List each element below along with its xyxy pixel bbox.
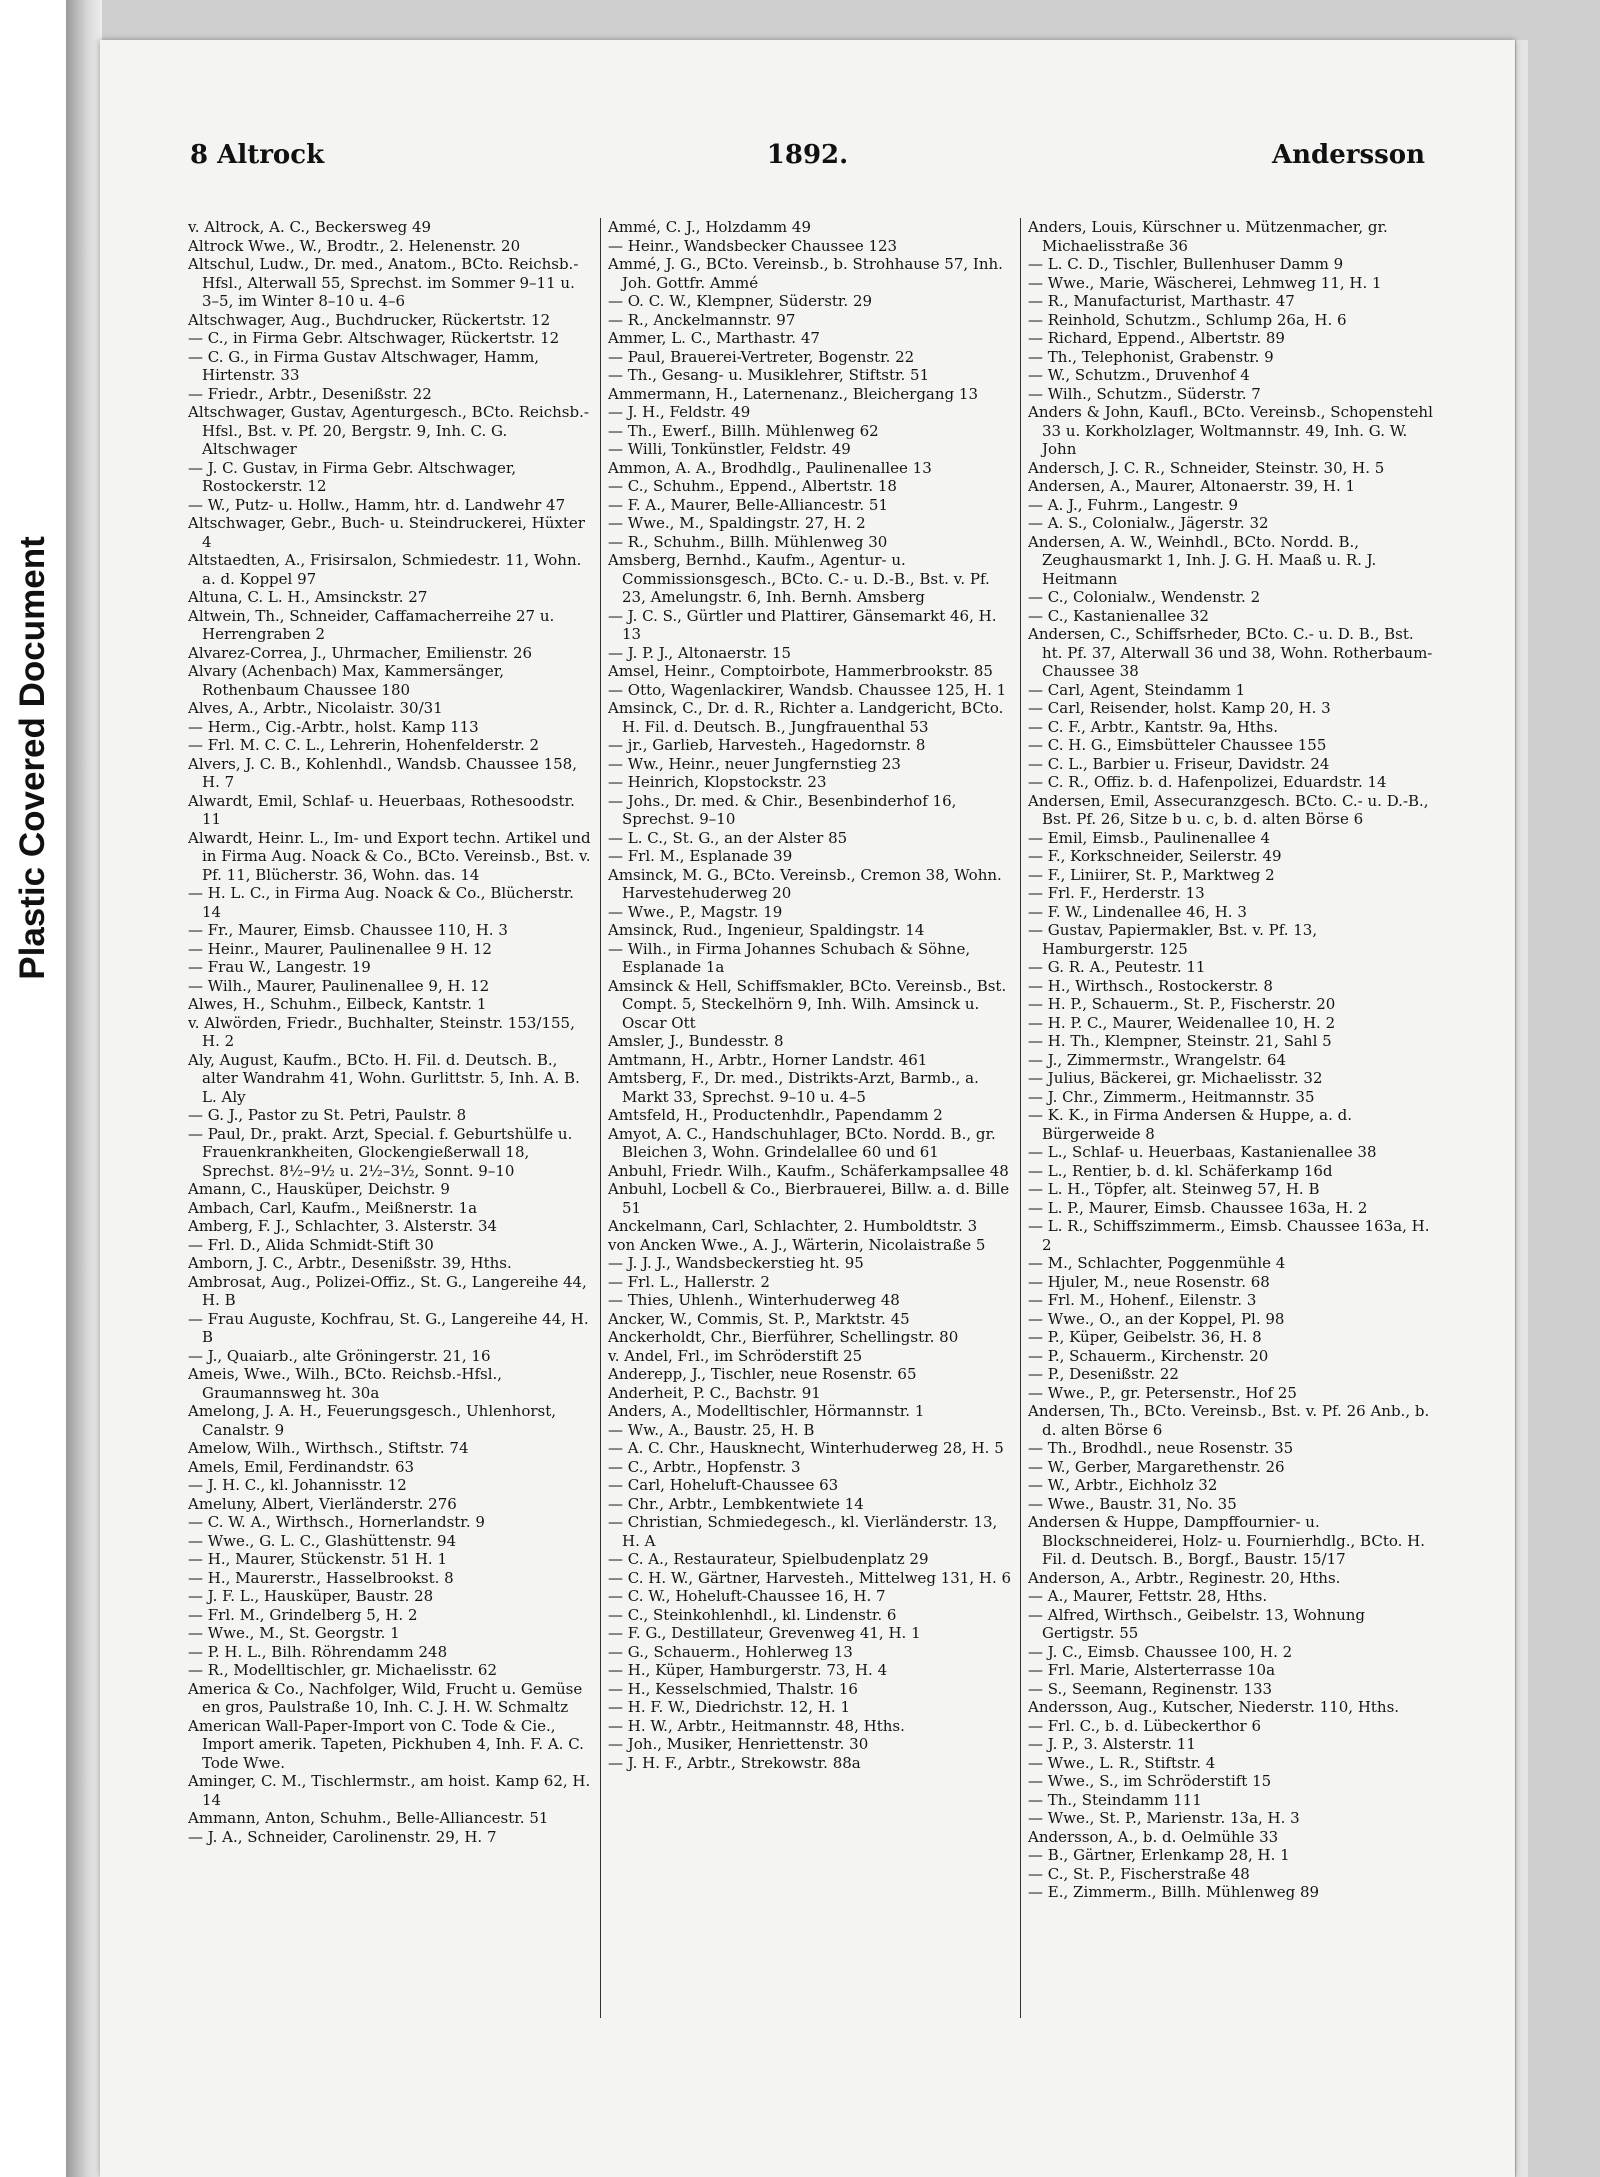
directory-entry: Andersen, C., Schiffsrheder, BCto. C.- u. D. B., Bst. ht. Pf. 37, Alterwall 36 und 38, Wohn. Rotherbaum-Chaussee 38: [1028, 625, 1433, 680]
directory-entry: Anderheit, P. C., Bachstr. 91: [608, 1383, 821, 1402]
directory-entry: — S., Seemann, Reginenstr. 133: [1028, 1679, 1273, 1698]
directory-entry: — Frl. M. C. C. L., Lehrerin, Hohenfelderstr. 2: [188, 736, 540, 754]
directory-entry: Amsel, Heinr., Comptoirbote, Hammerbrookstr. 85: [608, 662, 993, 680]
directory-entry: — J., Quaiarb., alte Gröningerstr. 21, 16: [188, 1346, 491, 1365]
directory-entry: — Thies, Uhlenh., Winterhuderweg 48: [608, 1291, 900, 1309]
directory-entry: Alwardt, Emil, Schlaf- u. Heuerbaas, Rothesoodstr. 11: [188, 791, 575, 828]
directory-entry: von Ancken Wwe., A. J., Wärterin, Nicolaistraße 5: [608, 1235, 986, 1254]
directory-entry: — Richard, Eppend., Albertstr. 89: [1028, 329, 1285, 347]
directory-entry: America & Co., Nachfolger, Wild, Frucht u. Gemüse en gros, Paulstraße 10, Inh. C. J. H. W. Schmaltz: [188, 1679, 583, 1716]
directory-entry: — Wwe., L. R., Stiftstr. 4: [1028, 1753, 1216, 1772]
directory-entry: — C. A., Restaurateur, Spielbudenplatz 29: [608, 1550, 929, 1568]
directory-entry: — J. C., Eimsb. Chaussee 100, H. 2: [1028, 1642, 1293, 1661]
directory-entry: — Th., Ewerf., Billh. Mühlenweg 62: [608, 421, 879, 440]
directory-entry: Amann, C., Hausküper, Deichstr. 9: [188, 1180, 450, 1198]
directory-entry: Ammann, Anton, Schuhm., Belle-Alliancestr. 51: [188, 1809, 549, 1827]
directory-entry: Anckelmann, Carl, Schlachter, 2. Humboldtstr. 3: [608, 1217, 978, 1235]
directory-entry: — Ww., A., Baustr. 25, H. B: [608, 1420, 815, 1439]
directory-entry: — Heinrich, Klopstockstr. 23: [608, 773, 827, 791]
directory-entry: — L. C. D., Tischler, Bullenhuser Damm 9: [1028, 255, 1344, 273]
directory-entry: — C., St. P., Fischerstraße 48: [1028, 1864, 1250, 1883]
directory-entry: Amelong, J. A. H., Feuerungsgesch., Uhlenhorst, Canalstr. 9: [188, 1402, 557, 1439]
directory-entry: — C. W. A., Wirthsch., Hornerlandstr. 9: [188, 1513, 485, 1531]
directory-entry: — W., Gerber, Margarethenstr. 26: [1028, 1457, 1285, 1476]
page-header: [190, 140, 1425, 180]
directory-entry: Altstaedten, A., Frisirsalon, Schmiedestr. 11, Wohn. a. d. Koppel 97: [188, 551, 582, 588]
directory-entry: Anderson, A., Arbtr., Reginestr. 20, Hths.: [1028, 1568, 1341, 1587]
directory-entry: — Johs., Dr. med. & Chir., Besenbinderhof 16, Sprechst. 9–10: [608, 791, 957, 828]
directory-entry: — Wwe., Marie, Wäscherei, Lehmweg 11, H. 1: [1028, 273, 1382, 292]
directory-entry: — C. L., Barbier u. Friseur, Davidstr. 24: [1028, 754, 1330, 773]
page-edge: [1515, 40, 1528, 2177]
directory-entry: — C. H. W., Gärtner, Harvesteh., Mittelweg 131, H. 6: [608, 1568, 1012, 1587]
directory-entry: — O. C. W., Klempner, Süderstr. 29: [608, 292, 873, 310]
directory-entry: Andersson, Aug., Kutscher, Niederstr. 110, Hths.: [1028, 1698, 1400, 1716]
directory-entry: — Frl. M., Grindelberg 5, H. 2: [188, 1605, 418, 1624]
directory-entry: — Ww., Heinr., neuer Jungfernstieg 23: [608, 754, 901, 773]
directory-entry: — Joh., Musiker, Henriettenstr. 30: [608, 1735, 869, 1753]
header-year: 1892.: [766, 140, 849, 170]
header-left: 8 Altrock: [190, 140, 325, 170]
directory-entry: Anders & John, Kaufl., BCto. Vereinsb., Schopenstehl 33 u. Korkholzlager, Woltmannstr. 49, Inh. G. W. John: [1028, 403, 1433, 458]
column-rule: [1020, 218, 1021, 2018]
directory-entry: — C., Schuhm., Eppend., Albertstr. 18: [608, 477, 897, 495]
directory-entry: — C., Steinkohlenhdl., kl. Lindenstr. 6: [608, 1605, 897, 1624]
directory-entry: — Wilh., Maurer, Paulinenallee 9, H. 12: [188, 976, 490, 995]
directory-entry: — H. P. C., Maurer, Weidenallee 10, H. 2: [1028, 1013, 1336, 1032]
directory-entry: — Wwe., Baustr. 31, No. 35: [1028, 1494, 1237, 1513]
directory-entry: Ameluny, Albert, Vierländerstr. 276: [188, 1494, 457, 1513]
directory-entry: — Frl. M., Hohenf., Eilenstr. 3: [1028, 1291, 1257, 1309]
directory-entry: Amyot, A. C., Handschuhlager, BCto. Nordd. B., gr. Bleichen 3, Wohn. Grindelallee 60 und 61: [608, 1124, 996, 1161]
directory-entry: — C. W., Hoheluft-Chaussee 16, H. 7: [608, 1587, 886, 1605]
directory-entry: — C., Colonialw., Wendenstr. 2: [1028, 588, 1261, 606]
directory-entry: — Wwe., St. P., Marienstr. 13a, H. 3: [1028, 1809, 1300, 1827]
directory-entry: — Paul, Brauerei-Vertreter, Bogenstr. 22: [608, 347, 915, 366]
directory-entry: — C. G., in Firma Gustav Altschwager, Hamm, Hirtenstr. 33: [188, 347, 540, 384]
directory-entry: Alwes, H., Schuhm., Eilbeck, Kantstr. 1: [188, 995, 487, 1013]
directory-entry: Ambach, Carl, Kaufm., Meißnerstr. 1a: [188, 1198, 478, 1217]
directory-entry: — A. J., Fuhrm., Langestr. 9: [1028, 495, 1239, 514]
directory-entry: — L. C., St. G., an der Alster 85: [608, 828, 848, 847]
directory-entry: — Th., Brodhdl., neue Rosenstr. 35: [1028, 1439, 1294, 1457]
directory-entry: Andersen, A. W., Weinhdl., BCto. Nordd. B., Zeughausmarkt 1, Inh. J. G. H. Maaß u. R. J. Heitmann: [1028, 532, 1377, 588]
directory-entry: Andersen, A., Maurer, Altonaerstr. 39, H. 1: [1028, 477, 1356, 495]
directory-entry: Altrock Wwe., W., Brodtr., 2. Helenenstr. 20: [188, 236, 521, 255]
directory-entry: — L., Rentier, b. d. kl. Schäferkamp 16d: [1028, 1161, 1333, 1180]
directory-entry: Ammer, L. C., Marthastr. 47: [608, 329, 820, 347]
directory-entry: Amsinck & Hell, Schiffsmakler, BCto. Vereinsb., Bst. Compt. 5, Steckelhörn 9, Inh. Wilh. Amsinck u. Oscar Ott: [608, 976, 1007, 1032]
directory-entry: Alvarez-Correa, J., Uhrmacher, Emilienstr. 26: [188, 643, 533, 662]
directory-entry: Anbuhl, Locbell & Co., Bierbrauerei, Billw. a. d. Bille 51: [608, 1180, 1010, 1217]
directory-entry: — E., Zimmerm., Billh. Mühlenweg 89: [1028, 1883, 1320, 1901]
directory-entry: — J. C. Gustav, in Firma Gebr. Altschwager, Rostockerstr. 12: [188, 458, 517, 495]
directory-entry: Andersen, Emil, Assecuranzgesch. BCto. C.- u. D.-B., Bst. Pf. 26, Sitze b u. c, b. d. alten Börse 6: [1028, 791, 1429, 828]
directory-entry: — H. W., Arbtr., Heitmannstr. 48, Hths.: [608, 1716, 905, 1735]
directory-entry: Amtsberg, F., Dr. med., Distrikts-Arzt, Barmb., a. Markt 33, Sprechst. 9–10 u. 4–5: [608, 1069, 979, 1106]
directory-entry: v. Altrock, A. C., Beckersweg 49: [188, 218, 432, 236]
directory-entry: Altschwager, Gustav, Agenturgesch., BCto. Reichsb.-Hfsl., Bst. v. Pf. 20, Bergstr. 9, Inh. C. G. Altschwager: [188, 403, 589, 458]
directory-entry: — A. C. Chr., Hausknecht, Winterhuderweg 28, H. 5: [608, 1439, 1004, 1457]
directory-entry: — P. H. L., Bilh. Röhrendamm 248: [188, 1642, 448, 1661]
directory-entry: — H., Wirthsch., Rostockerstr. 8: [1028, 976, 1273, 995]
directory-entry: — F. A., Maurer, Belle-Alliancestr. 51: [608, 495, 888, 514]
directory-entry: — Chr., Arbtr., Lembkentwiete 14: [608, 1494, 864, 1513]
directory-entry: v. Andel, Frl., im Schröderstift 25: [608, 1346, 863, 1365]
directory-entry: Amborn, J. C., Arbtr., Desenißstr. 39, Hths.: [188, 1254, 512, 1272]
directory-entry: — R., Schuhm., Billh. Mühlenweg 30: [608, 532, 888, 551]
directory-entry: — Julius, Bäckerei, gr. Michaelisstr. 32: [1028, 1069, 1323, 1087]
directory-entry: — J. H. F., Arbtr., Strekowstr. 88a: [608, 1753, 861, 1772]
directory-entry: — Wilh., Schutzm., Süderstr. 7: [1028, 384, 1261, 403]
directory-entry: — Heinr., Maurer, Paulinenallee 9 H. 12: [188, 939, 492, 958]
directory-entry: Amberg, F. J., Schlachter, 3. Alsterstr. 34: [188, 1217, 498, 1235]
directory-entry: Amels, Emil, Ferdinandstr. 63: [188, 1457, 415, 1476]
directory-entry: — H. L. C., in Firma Aug. Noack & Co., Blücherstr. 14: [188, 884, 574, 921]
directory-entry: — Otto, Wagenlackirer, Wandsb. Chaussee 125, H. 1: [608, 680, 1007, 699]
directory-entry: Ancker, W., Commis, St. P., Marktstr. 45: [608, 1309, 910, 1328]
directory-entry: — A., Maurer, Fettstr. 28, Hths.: [1028, 1587, 1268, 1605]
directory-entry: Anbuhl, Friedr. Wilh., Kaufm., Schäferkampsallee 48: [608, 1161, 1009, 1180]
directory-entry: — H. F. W., Diedrichstr. 12, H. 1: [608, 1698, 850, 1716]
directory-entry: — Paul, Dr., prakt. Arzt, Special. f. Geburtshülfe u. Frauenkrankheiten, Glockengießerwall 18, Sprechst. 8½–9½ u. 2½–3½, Sonnt. 9–10: [188, 1124, 573, 1180]
directory-entry: — Frau Auguste, Kochfrau, St. G., Langereihe 44, H. B: [188, 1309, 589, 1346]
directory-entry: Altschwager, Gebr., Buch- u. Steindruckerei, Hüxter 4: [188, 514, 585, 551]
directory-entry: Amsinck, C., Dr. d. R., Richter a. Landgericht, BCto. H. Fil. d. Deutsch. B., Jungfrauenthal 53: [608, 699, 1004, 736]
directory-entry: — Th., Steindamm 111: [1028, 1790, 1202, 1809]
directory-entry: — W., Putz- u. Hollw., Hamm, htr. d. Landwehr 47: [188, 495, 566, 514]
directory-entry: — H., Kesselschmied, Thalstr. 16: [608, 1679, 858, 1698]
directory-entry: — K. K., in Firma Andersen & Huppe, a. d. Bürgerweide 8: [1028, 1106, 1353, 1143]
directory-entry: — C. F., Arbtr., Kantstr. 9a, Hths.: [1028, 717, 1278, 736]
directory-entry: — F., Korkschneider, Seilerstr. 49: [1028, 847, 1282, 865]
book-spine: [66, 0, 102, 2177]
directory-entry: Amsler, J., Bundesstr. 8: [608, 1032, 784, 1050]
directory-entry: — Wilh., in Firma Johannes Schubach & Söhne, Esplanade 1a: [608, 939, 971, 976]
directory-entry: — Th., Gesang- u. Musiklehrer, Stiftstr. 51: [608, 366, 930, 384]
directory-entry: — jr., Garlieb, Harvesteh., Hagedornstr. 8: [608, 736, 926, 754]
directory-entry: — J. C. S., Gürtler und Plattirer, Gänsemarkt 46, H. 13: [608, 606, 997, 643]
directory-entry: — J. Chr., Zimmerm., Heitmannstr. 35: [1028, 1087, 1315, 1106]
directory-entry: — Fr., Maurer, Eimsb. Chaussee 110, H. 3: [188, 921, 508, 939]
directory-entry: — C., in Firma Gebr. Altschwager, Rückertstr. 12: [188, 329, 560, 347]
directory-entry: Amsberg, Bernhd., Kaufm., Agentur- u. Commissionsgesch., BCto. C.- u. D.-B., Bst. v. Pf. 23, Amelungstr. 6, Inh. Bernh. Amsberg: [608, 551, 990, 606]
directory-entry: — J., Zimmermstr., Wrangelstr. 64: [1028, 1050, 1287, 1069]
directory-entry: — H. P., Schauerm., St. P., Fischerstr. 20: [1028, 995, 1336, 1013]
directory-entry: Aly, August, Kaufm., BCto. H. Fil. d. Deutsch. B., alter Wandrahm 41, Wohn. Gurlittstr. 5, Inh. A. B. L. Aly: [188, 1050, 580, 1106]
directory-entry: — F. G., Destillateur, Grevenweg 41, H. 1: [608, 1624, 921, 1642]
column-1: [188, 218, 593, 2018]
directory-entry: — J. P., 3. Alsterstr. 11: [1028, 1735, 1196, 1753]
directory-entry: — C., Arbtr., Hopfenstr. 3: [608, 1457, 801, 1476]
directory-entry: — R., Modelltischler, gr. Michaelisstr. 62: [188, 1661, 498, 1679]
directory-entry: — Frl. L., Hallerstr. 2: [608, 1272, 770, 1291]
directory-entry: — J. F. L., Hausküper, Baustr. 28: [188, 1587, 434, 1605]
directory-entry: v. Alwörden, Friedr., Buchhalter, Steinstr. 153/155, H. 2: [188, 1013, 575, 1050]
directory-entry: — Herm., Cig.-Arbtr., holst. Kamp 113: [188, 717, 479, 736]
directory-entry: — C. R., Offiz. b. d. Hafenpolizei, Eduardstr. 14: [1028, 773, 1387, 791]
directory-entry: American Wall-Paper-Import von C. Tode & Cie., Import amerik. Tapeten, Pickhuben 4, Inh. F. A. C. Tode Wwe.: [188, 1716, 584, 1772]
directory-entry: — J. P. J., Altonaerstr. 15: [608, 643, 792, 662]
directory-entry: — Gustav, Papiermakler, Bst. v. Pf. 13, Hamburgerstr. 125: [1028, 921, 1318, 958]
directory-entry: — J. H. C., kl. Johannisstr. 12: [188, 1476, 407, 1494]
directory-entry: — G., Schauerm., Hohlerweg 13: [608, 1642, 853, 1661]
directory-entry: — G. J., Pastor zu St. Petri, Paulstr. 8: [188, 1106, 467, 1124]
directory-entry: Altuna, C. L. H., Amsinckstr. 27: [188, 588, 428, 606]
directory-entry: — Carl, Agent, Steindamm 1: [1028, 680, 1246, 699]
directory-entry: Ammé, J. G., BCto. Vereinsb., b. Strohhause 57, Inh. Joh. Gottfr. Ammé: [608, 255, 1003, 292]
directory-entry: Andersen & Huppe, Dampffournier- u. Blockschneiderei, Holz- u. Fournierhdlg., BCto. H. Fil. d. Deutsch. B., Borgf., Baustr. 15/17: [1028, 1513, 1426, 1568]
directory-entry: — Frl. Marie, Alsterterrasse 10a: [1028, 1661, 1276, 1679]
directory-entry: Altschul, Ludw., Dr. med., Anatom., BCto. Reichsb.-Hfsl., Alterwall 55, Sprechst. im Sommer 9–11 u. 3–5, im Winter 8–10 u. 4–6: [188, 255, 579, 310]
directory-entry: Andersen, Th., BCto. Vereinsb., Bst. v. Pf. 26 Anb., b. d. alten Börse 6: [1028, 1402, 1430, 1439]
directory-entry: — Frau W., Langestr. 19: [188, 958, 371, 976]
directory-entry: — Wwe., G. L. C., Glashüttenstr. 94: [188, 1531, 457, 1550]
directory-entry: — Friedr., Arbtr., Desenißstr. 22: [188, 384, 432, 403]
directory-entry: Aminger, C. M., Tischlermstr., am hoist. Kamp 62, H. 14: [188, 1772, 591, 1809]
header-right: Andersson: [1271, 140, 1425, 170]
directory-entry: Ammé, C. J., Holzdamm 49: [608, 218, 811, 236]
directory-entry: — J. H., Feldstr. 49: [608, 403, 751, 421]
column-3: [1028, 218, 1433, 2018]
directory-entry: — Wwe., S., im Schröderstift 15: [1028, 1772, 1272, 1790]
directory-entry: — P., Desenißstr. 22: [1028, 1365, 1179, 1383]
column-rule: [600, 218, 601, 2018]
directory-entry: — R., Anckelmannstr. 97: [608, 310, 796, 329]
directory-entry: Alves, A., Arbtr., Nicolaistr. 30/31: [188, 699, 443, 717]
directory-entry: — Th., Telephonist, Grabenstr. 9: [1028, 347, 1274, 366]
directory-entry: — W., Schutzm., Druvenhof 4: [1028, 366, 1250, 384]
directory-entry: — Alfred, Wirthsch., Geibelstr. 13, Wohnung Gertigstr. 55: [1028, 1605, 1366, 1642]
directory-entry: Ammermann, H., Laternenanz., Bleichergang 13: [608, 384, 978, 403]
directory-entry: Alvary (Achenbach) Max, Kammersänger, Rothenbaum Chaussee 180: [188, 662, 504, 699]
directory-entry: — Wwe., O., an der Koppel, Pl. 98: [1028, 1309, 1285, 1328]
directory-entry: — Frl. F., Herderstr. 13: [1028, 884, 1205, 902]
directory-entry: — P., Schauerm., Kirchenstr. 20: [1028, 1346, 1269, 1365]
directory-entry: — Emil, Eimsb., Paulinenallee 4: [1028, 828, 1271, 847]
directory-entry: — Carl, Reisender, holst. Kamp 20, H. 3: [1028, 699, 1331, 717]
directory-entry: — G. R. A., Peutestr. 11: [1028, 958, 1206, 976]
directory-entry: Amsinck, M. G., BCto. Vereinsb., Cremon 38, Wohn. Harvestehuderweg 20: [608, 865, 1002, 902]
directory-entry: Ammon, A. A., Brodhdlg., Paulinenallee 13: [608, 458, 932, 477]
directory-entry: — F., Liniirer, St. P., Marktweg 2: [1028, 865, 1275, 884]
directory-entry: — F. W., Lindenallee 46, H. 3: [1028, 902, 1247, 921]
directory-entry: — Carl, Hoheluft-Chaussee 63: [608, 1476, 839, 1494]
directory-entry: — R., Manufacturist, Marthastr. 47: [1028, 292, 1295, 310]
directory-entry: — Willi, Tonkünstler, Feldstr. 49: [608, 440, 851, 458]
directory-entry: Ambrosat, Aug., Polizei-Offiz., St. G., Langereihe 44, H. B: [188, 1272, 587, 1309]
directory-entry: Anders, A., Modelltischler, Hörmannstr. 1: [608, 1402, 925, 1420]
directory-entry: — Wwe., M., Spaldingstr. 27, H. 2: [608, 514, 866, 532]
directory-entry: — W., Arbtr., Eichholz 32: [1028, 1476, 1218, 1494]
directory-entry: Altwein, Th., Schneider, Caffamacherreihe 27 u. Herrengraben 2: [188, 606, 555, 643]
directory-entry: — C. H. G., Eimsbütteler Chaussee 155: [1028, 736, 1327, 754]
side-label: Plastic Covered Document: [13, 536, 52, 980]
directory-entry: — Reinhold, Schutzm., Schlump 26a, H. 6: [1028, 310, 1347, 329]
directory-entry: Andersch, J. C. R., Schneider, Steinstr. 30, H. 5: [1028, 458, 1385, 477]
directory-entry: — A. S., Colonialw., Jägerstr. 32: [1028, 514, 1269, 532]
directory-entry: Anckerholdt, Chr., Bierführer, Schellingstr. 80: [608, 1328, 959, 1346]
directory-entry: — H., Küper, Hamburgerstr. 73, H. 4: [608, 1661, 888, 1679]
directory-entry: Amtsfeld, H., Productenhdlr., Papendamm 2: [608, 1106, 943, 1124]
directory-entry: — L., Schlaf- u. Heuerbaas, Kastanienallee 38: [1028, 1143, 1377, 1161]
directory-entry: — L. H., Töpfer, alt. Steinweg 57, H. B: [1028, 1180, 1320, 1198]
directory-entry: — H., Maurerstr., Hasselbrookst. 8: [188, 1568, 454, 1587]
directory-entry: — Hjuler, M., neue Rosenstr. 68: [1028, 1272, 1270, 1291]
directory-entry: — Frl. M., Esplanade 39: [608, 847, 793, 865]
directory-entry: — C., Kastanienallee 32: [1028, 606, 1209, 625]
directory-entry: — P., Küper, Geibelstr. 36, H. 8: [1028, 1328, 1262, 1346]
directory-entry: — H., Maurer, Stückenstr. 51 H. 1: [188, 1550, 448, 1568]
directory-entry: — L. P., Maurer, Eimsb. Chaussee 163a, H. 2: [1028, 1198, 1368, 1217]
directory-page: [100, 40, 1515, 2177]
directory-entry: — Frl. D., Alida Schmidt-Stift 30: [188, 1235, 434, 1254]
directory-entry: Amsinck, Rud., Ingenieur, Spaldingstr. 14: [608, 921, 925, 939]
directory-entry: — M., Schlachter, Poggenmühle 4: [1028, 1254, 1286, 1272]
directory-entry: — Wwe., P., Magstr. 19: [608, 902, 783, 921]
directory-entry: — H. Th., Klempner, Steinstr. 21, Sahl 5: [1028, 1032, 1332, 1050]
side-strip: [0, 0, 66, 2177]
directory-entry: — Frl. C., b. d. Lübeckerthor 6: [1028, 1716, 1262, 1735]
column-2: [608, 218, 1013, 2018]
directory-entry: — Wwe., M., St. Georgstr. 1: [188, 1624, 400, 1642]
directory-entry: Alvers, J. C. B., Kohlenhdl., Wandsb. Chaussee 158, H. 7: [188, 754, 577, 791]
directory-entry: Anders, Louis, Kürschner u. Mützenmacher, gr. Michaelisstraße 36: [1028, 218, 1388, 255]
directory-entry: — L. R., Schiffszimmerm., Eimsb. Chaussee 163a, H. 2: [1028, 1217, 1430, 1254]
directory-entry: Amelow, Wilh., Wirthsch., Stiftstr. 74: [188, 1439, 469, 1457]
directory-entry: — Wwe., P., gr. Petersenstr., Hof 25: [1028, 1383, 1297, 1402]
directory-entry: Andersson, A., b. d. Oelmühle 33: [1028, 1827, 1279, 1846]
directory-entry: — Heinr., Wandsbecker Chaussee 123: [608, 236, 898, 255]
directory-entry: — J. A., Schneider, Carolinenstr. 29, H. 7: [188, 1827, 497, 1846]
directory-entry: Alwardt, Heinr. L., Im- und Export techn. Artikel und in Firma Aug. Noack & Co., BCto. Vereinsb., Bst. v. Pf. 11, Blücherstr. 36, Wohn. das. 14: [188, 828, 591, 884]
directory-entry: Anderepp, J., Tischler, neue Rosenstr. 65: [608, 1365, 917, 1383]
directory-entry: — B., Gärtner, Erlenkamp 28, H. 1: [1028, 1846, 1290, 1864]
directory-entry: Amtmann, H., Arbtr., Horner Landstr. 461: [608, 1050, 928, 1069]
directory-entry: Altschwager, Aug., Buchdrucker, Rückertstr. 12: [188, 310, 551, 329]
directory-entry: — J. J. J., Wandsbeckerstieg ht. 95: [608, 1254, 864, 1272]
directory-entry: — Christian, Schmiedegesch., kl. Vierländerstr. 13, H. A: [608, 1513, 998, 1550]
directory-entry: Ameis, Wwe., Wilh., BCto. Reichsb.-Hfsl., Graumannsweg ht. 30a: [188, 1365, 503, 1402]
